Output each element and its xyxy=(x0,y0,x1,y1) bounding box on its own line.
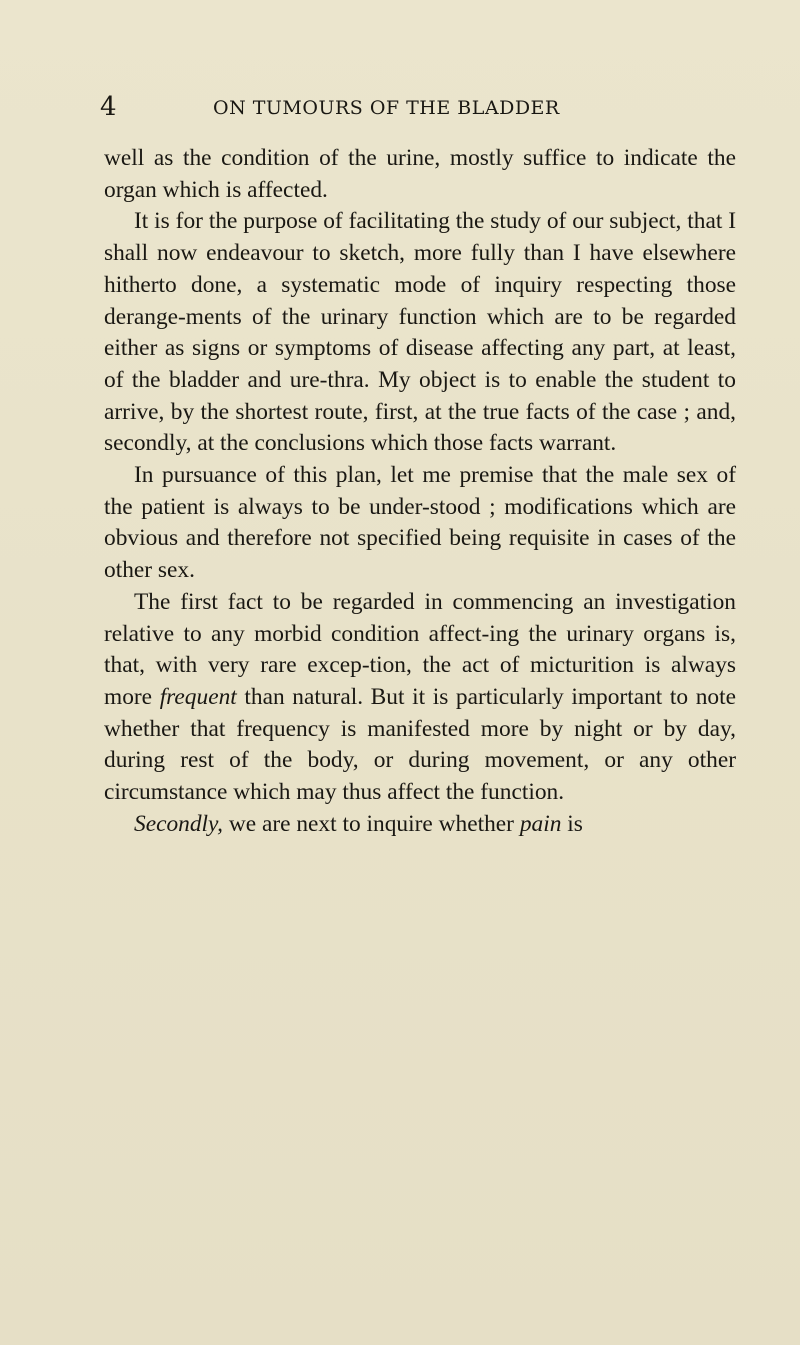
paragraph-5-emphasis-end: pain xyxy=(519,810,562,837)
paragraph-5-text-middle: we are next to inquire whether xyxy=(222,810,520,837)
paragraph-5 xyxy=(104,809,736,841)
paragraph-3-text: In pursuance of this plan, let me premise that the male sex of the patient is always to be under-stood ; modifications which are obvious and therefore not specified being requisite in cases of the other sex. xyxy=(104,462,736,584)
paragraph-4-emphasis: frequent xyxy=(159,683,237,710)
paragraph-1-text: well as the condition of the urine, mostly suffice to indicate the organ which is affected. xyxy=(104,145,736,203)
paragraph-1 xyxy=(104,143,736,206)
running-title: ON TUMOURS OF THE BLADDER xyxy=(213,97,560,119)
paragraph-5-text-after: is xyxy=(561,810,583,837)
paragraph-4 xyxy=(104,587,736,809)
body-text xyxy=(104,143,736,840)
paragraph-2 xyxy=(104,206,736,460)
paragraph-4-text-before: The first fact to be regarded in commencing an investigation relative to any morbid condition affect-ing the urinary organs is, that, with very rare excep-tion, the act of micturition is always more xyxy=(104,588,736,710)
paragraph-3 xyxy=(104,460,736,587)
paragraph-2-text: It is for the purpose of facilitating the study of our subject, that I shall now endeavour to sketch, more fully than I have elsewhere hitherto done, a systematic mode of inquiry respecting those derange-ments of the urinary function which are to be regarded either as signs or symptoms of disease affecting any part, at least, of the bladder and ure-thra. My object is to enable the student to arrive, by the shortest route, first, at the true facts of the case ; and, secondly, at the conclusions which those facts warrant. xyxy=(104,208,736,457)
page-header xyxy=(0,92,800,122)
paragraph-5-emphasis-start: Secondly, xyxy=(134,810,223,837)
paragraph-4-text-after: than natural. But it is particularly important to note whether that frequency is manifested more by night or by day, during rest of the body, or during movement, or any other circumstance which may thus affect the function. xyxy=(104,683,736,806)
page-number: 4 xyxy=(100,92,117,122)
